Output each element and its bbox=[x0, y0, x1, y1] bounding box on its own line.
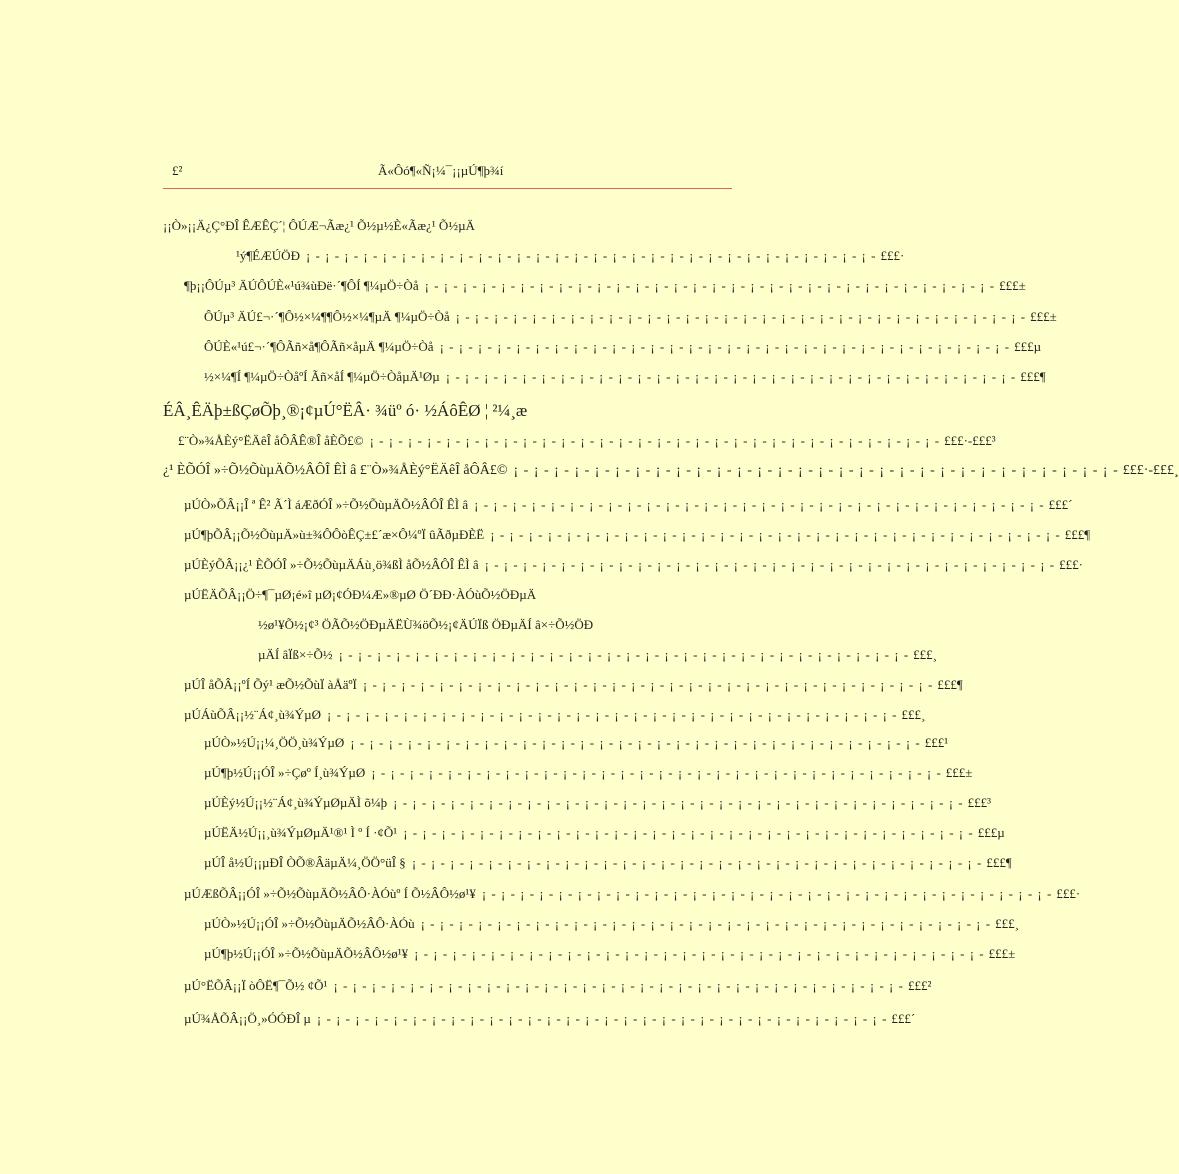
toc-entry-page: £££³ bbox=[967, 795, 992, 810]
toc-entry bbox=[204, 916, 1019, 932]
dot-leader: ¡ - ¡ - ¡ - ¡ - ¡ - ¡ - ¡ - ¡ - ¡ - ¡ - ¡ - ¡ - ¡ - ¡ - ¡ - ¡ - ¡ - ¡ - ¡ - ¡ - ¡ - ¡ - ¡ - ¡ - ¡ - ¡ - ¡ - ¡ - ¡ - ¡ - bbox=[411, 855, 983, 870]
toc-entry-title: ÔÚµ³ ÄÚ£¬·´¶Ô½×¼¶¶Ô½×¼¶µÄ ¶¼µÖ÷Òå bbox=[204, 309, 450, 324]
toc-entry-title: µÚÆßÕÂ¡¡ÓÎ »÷Õ½ÕùµÄÕ½ÂÔ·ÀÓùº Í Õ½ÂÔ½ø¹¥ bbox=[184, 886, 476, 901]
toc-entry bbox=[204, 339, 1042, 355]
toc-entry bbox=[184, 278, 1026, 294]
dot-leader: ¡ - ¡ - ¡ - ¡ - ¡ - ¡ - ¡ - ¡ - ¡ - ¡ - ¡ - ¡ - ¡ - ¡ - ¡ - ¡ - ¡ - ¡ - ¡ - ¡ - ¡ - ¡ - ¡ - ¡ - ¡ - ¡ - ¡ - ¡ - ¡ - ¡ - bbox=[481, 886, 1053, 901]
toc-entry-page: £££¶ bbox=[1064, 527, 1091, 542]
toc-entry-page: £££· bbox=[880, 248, 905, 263]
dot-leader: ¡ - ¡ - ¡ - ¡ - ¡ - ¡ - ¡ - ¡ - ¡ - ¡ - ¡ - ¡ - ¡ - ¡ - ¡ - ¡ - ¡ - ¡ - ¡ - ¡ - ¡ - ¡ - ¡ - ¡ - ¡ - ¡ - ¡ - ¡ - ¡ - ¡ - bbox=[513, 463, 1119, 478]
toc-entry bbox=[204, 369, 1046, 385]
toc-entry bbox=[184, 677, 963, 693]
dot-leader: ¡ - ¡ - ¡ - ¡ - ¡ - ¡ - ¡ - ¡ - ¡ - ¡ - ¡ - ¡ - ¡ - ¡ - ¡ - ¡ - ¡ - ¡ - ¡ - ¡ - ¡ - ¡ - ¡ - ¡ - ¡ - ¡ - ¡ - ¡ - ¡ - ¡ - bbox=[369, 433, 941, 448]
toc-section-heading bbox=[163, 463, 1179, 479]
dot-leader: ¡ - ¡ - ¡ - ¡ - ¡ - ¡ - ¡ - ¡ - ¡ - ¡ - ¡ - ¡ - ¡ - ¡ - ¡ - ¡ - ¡ - ¡ - ¡ - ¡ - ¡ - ¡ - ¡ - ¡ - ¡ - ¡ - ¡ - ¡ - ¡ - ¡ - bbox=[403, 825, 974, 840]
page-number: £² bbox=[172, 163, 183, 178]
toc-entry-page: £££´ bbox=[1048, 497, 1073, 512]
toc-entry-title: µÚ¶þ½Ú¡¡ÓÎ »÷Çøº Í¸ù¾ÝµØ bbox=[204, 765, 366, 780]
toc-entry bbox=[204, 309, 1057, 325]
toc-entry bbox=[258, 647, 938, 663]
toc-entry-page: £££² bbox=[907, 978, 932, 993]
toc-entry-page: £££¸ bbox=[901, 707, 926, 722]
toc-entry-title: µÚÁùÕÂ¡¡½¨Á¢¸ù¾ÝµØ bbox=[184, 707, 322, 722]
toc-entry-title: µÚÎ åÕÂ¡¡ºÍ Õý¹ æÕ½ÕùÏ àÅäºÏ bbox=[184, 677, 357, 692]
dot-leader: ¡ - ¡ - ¡ - ¡ - ¡ - ¡ - ¡ - ¡ - ¡ - ¡ - ¡ - ¡ - ¡ - ¡ - ¡ - ¡ - ¡ - ¡ - ¡ - ¡ - ¡ - ¡ - ¡ - ¡ - ¡ - ¡ - ¡ - ¡ - ¡ - ¡ - bbox=[439, 339, 1011, 354]
toc-entry-title: ¶þ¡¡ÔÚµ³ ÄÚÔÚÈ«¹ú¾ùÐë·´¶ÔÍ ¶¼µÖ÷Òå bbox=[184, 278, 419, 293]
toc-entry-title: µÚÈý½Ú¡¡½¨Á¢¸ù¾ÝµØµÄÌ õ¼þ bbox=[204, 795, 388, 810]
toc-entry bbox=[184, 587, 733, 603]
toc-entry bbox=[204, 765, 973, 781]
toc-entry-title: ÉÂ¸ÊÄþ±ßÇøÕþ¸®¡¢µÚ°ËÂ· ¾üº ó· ½ÁôÊØ ¦ ²¼¸æ bbox=[163, 401, 528, 420]
dot-leader: ¡ - ¡ - ¡ - ¡ - ¡ - ¡ - ¡ - ¡ - ¡ - ¡ - ¡ - ¡ - ¡ - ¡ - ¡ - ¡ - ¡ - ¡ - ¡ - ¡ - ¡ - ¡ - ¡ - ¡ - ¡ - ¡ - ¡ - ¡ - ¡ - ¡ - bbox=[474, 497, 1045, 512]
toc-entry-page: £££µ bbox=[977, 825, 1005, 840]
toc-entry-page: £££´ bbox=[891, 1011, 916, 1026]
dot-leader: ¡ - ¡ - ¡ - ¡ - ¡ - ¡ - ¡ - ¡ - ¡ - ¡ - ¡ - ¡ - ¡ - ¡ - ¡ - ¡ - ¡ - ¡ - ¡ - ¡ - ¡ - ¡ - ¡ - ¡ - ¡ - ¡ - ¡ - ¡ - ¡ - ¡ - bbox=[371, 765, 942, 780]
dot-leader: ¡ - ¡ - ¡ - ¡ - ¡ - ¡ - ¡ - ¡ - ¡ - ¡ - ¡ - ¡ - ¡ - ¡ - ¡ - ¡ - ¡ - ¡ - ¡ - ¡ - ¡ - ¡ - ¡ - ¡ - ¡ - ¡ - ¡ - ¡ - ¡ - ¡ - bbox=[316, 1011, 888, 1026]
toc-entry-page: £££¸ bbox=[995, 916, 1019, 931]
toc-entry-title: £¨Ò»¾ÅÈý°ËÄêÎ åÔÂÊ®Î åÈÕ£© bbox=[178, 433, 364, 448]
dot-leader: ¡ - ¡ - ¡ - ¡ - ¡ - ¡ - ¡ - ¡ - ¡ - ¡ - ¡ - ¡ - ¡ - ¡ - ¡ - ¡ - ¡ - ¡ - ¡ - ¡ - ¡ - ¡ - ¡ - ¡ - ¡ - ¡ - ¡ - ¡ - ¡ - ¡ - bbox=[484, 557, 1056, 572]
toc-entry bbox=[204, 795, 992, 811]
page-header bbox=[0, 0, 879, 200]
toc-entry-title: µÚËÄÕÂ¡¡Ö÷¶¯µØ¡é»î µØ¡¢ÓÐ¼Æ»®µØ Ö´ÐÐ·ÀÓùÕ½ÖÐµÄ bbox=[184, 587, 537, 602]
toc-entry-title: ÔÚÈ«¹ú£¬·´¶ÔÃñ×å¶ÔÃñ×åµÄ ¶¼µÖ÷Òå bbox=[204, 339, 434, 354]
dot-leader: ¡ - ¡ - ¡ - ¡ - ¡ - ¡ - ¡ - ¡ - ¡ - ¡ - ¡ - ¡ - ¡ - ¡ - ¡ - ¡ - ¡ - ¡ - ¡ - ¡ - ¡ - ¡ - ¡ - ¡ - ¡ - ¡ - ¡ - ¡ - ¡ - ¡ - bbox=[445, 369, 1017, 384]
toc-entry-page: £££¶ bbox=[986, 855, 1012, 870]
toc-entry bbox=[163, 218, 733, 234]
toc-entry-page: £££·-£££³ bbox=[944, 433, 996, 448]
dot-leader: ¡ - ¡ - ¡ - ¡ - ¡ - ¡ - ¡ - ¡ - ¡ - ¡ - ¡ - ¡ - ¡ - ¡ - ¡ - ¡ - ¡ - ¡ - ¡ - ¡ - ¡ - ¡ - ¡ - ¡ - ¡ - ¡ - ¡ - ¡ - ¡ - ¡ - bbox=[338, 647, 910, 662]
toc-entry-title: µÚÒ»½Ú¡¡¼¸ÖÖ¸ù¾ÝµØ bbox=[204, 735, 345, 750]
toc-entry-page: £££· bbox=[1056, 886, 1081, 901]
toc-entry-title: µÄÍ âÏß×÷Õ½ bbox=[258, 647, 333, 662]
toc-entry bbox=[184, 527, 1091, 543]
toc-entry-page: £££¶ bbox=[937, 677, 963, 692]
dot-leader: ¡ - ¡ - ¡ - ¡ - ¡ - ¡ - ¡ - ¡ - ¡ - ¡ - ¡ - ¡ - ¡ - ¡ - ¡ - ¡ - ¡ - ¡ - ¡ - ¡ - ¡ - ¡ - ¡ - ¡ - ¡ - ¡ - ¡ - ¡ - ¡ - ¡ - bbox=[327, 707, 898, 722]
toc-entry-title: µÚÒ»ÕÂ¡¡Î ª Ê² Ã´Ì áÆðÓÎ »÷Õ½ÕùµÄÕ½ÂÔÎ ÊÌ â bbox=[184, 497, 469, 512]
toc-entry bbox=[204, 825, 1005, 841]
toc-entry bbox=[258, 617, 733, 633]
toc-entry-title: µÚÎ å½Ú¡¡µÐÎ ÒÕ®ÂäµÄ¼¸ÖÖ°üÎ § bbox=[204, 855, 406, 870]
toc-section-heading bbox=[163, 401, 733, 421]
toc-entry-title: µÚËÄ½Ú¡¡¸ù¾ÝµØµÄ¹®¹ Ì º Í ·¢Õ¹ bbox=[204, 825, 398, 840]
toc-entry-title: µÚÈýÕÂ¡¡¿¹ ÈÕÓÎ »÷Õ½ÕùµÄÁù¸ö¾ßÌ åÕ½ÂÔÎ ÊÌ â bbox=[184, 557, 479, 572]
toc-entry-title: µÚ°ËÕÂ¡¡Ï òÔË¶¯Õ½ ¢Õ¹ bbox=[184, 978, 328, 993]
toc-entry-title: µÚ¾ÅÕÂ¡¡Ö¸»ÓÓÐÎ µ bbox=[184, 1011, 311, 1026]
toc-entry bbox=[204, 855, 1012, 871]
toc-entry-page: £££·-£££¸ bbox=[1122, 463, 1179, 478]
toc-entry-page: £££± bbox=[999, 278, 1026, 293]
toc-entry-page: £££¸ bbox=[913, 647, 938, 662]
toc-entry bbox=[184, 707, 926, 723]
toc-entry-page: £££µ bbox=[1014, 339, 1042, 354]
dot-leader: ¡ - ¡ - ¡ - ¡ - ¡ - ¡ - ¡ - ¡ - ¡ - ¡ - ¡ - ¡ - ¡ - ¡ - ¡ - ¡ - ¡ - ¡ - ¡ - ¡ - ¡ - ¡ - ¡ - ¡ - ¡ - ¡ - ¡ - ¡ - ¡ - ¡ - bbox=[414, 946, 985, 961]
toc-entry-page: £££± bbox=[988, 946, 1016, 961]
toc-entry bbox=[184, 1011, 916, 1027]
dot-leader: ¡ - ¡ - ¡ - ¡ - ¡ - ¡ - ¡ - ¡ - ¡ - ¡ - ¡ - ¡ - ¡ - ¡ - ¡ - ¡ - ¡ - ¡ - ¡ - ¡ - ¡ - ¡ - ¡ - ¡ - ¡ - ¡ - ¡ - ¡ - ¡ - ¡ - bbox=[333, 978, 904, 993]
toc-entry-title: µÚÒ»½Ú¡¡ÓÎ »÷Õ½ÕùµÄÕ½ÂÔ·ÀÓù bbox=[204, 916, 415, 931]
toc-entry bbox=[178, 433, 996, 449]
toc-entry-page: £££± bbox=[1030, 309, 1057, 324]
toc-entry bbox=[184, 886, 1081, 902]
toc-entry bbox=[204, 946, 1016, 962]
toc-entry-page: £££± bbox=[945, 765, 973, 780]
toc-entry-page: £££· bbox=[1059, 557, 1083, 572]
dot-leader: ¡ - ¡ - ¡ - ¡ - ¡ - ¡ - ¡ - ¡ - ¡ - ¡ - ¡ - ¡ - ¡ - ¡ - ¡ - ¡ - ¡ - ¡ - ¡ - ¡ - ¡ - ¡ - ¡ - ¡ - ¡ - ¡ - ¡ - ¡ - ¡ - ¡ - bbox=[362, 677, 934, 692]
header-rule bbox=[163, 188, 732, 189]
dot-leader: ¡ - ¡ - ¡ - ¡ - ¡ - ¡ - ¡ - ¡ - ¡ - ¡ - ¡ - ¡ - ¡ - ¡ - ¡ - ¡ - ¡ - ¡ - ¡ - ¡ - ¡ - ¡ - ¡ - ¡ - ¡ - ¡ - ¡ - ¡ - ¡ - ¡ - bbox=[424, 278, 996, 293]
running-title: Ã«Ôó¶«Ñ¡¼¯¡¡µÚ¶þ¾í bbox=[378, 163, 504, 178]
dot-leader: ¡ - ¡ - ¡ - ¡ - ¡ - ¡ - ¡ - ¡ - ¡ - ¡ - ¡ - ¡ - ¡ - ¡ - ¡ - ¡ - ¡ - ¡ - ¡ - ¡ - ¡ - ¡ - ¡ - ¡ - ¡ - ¡ - ¡ - ¡ - ¡ - ¡ - bbox=[455, 309, 1027, 324]
dot-leader: ¡ - ¡ - ¡ - ¡ - ¡ - ¡ - ¡ - ¡ - ¡ - ¡ - ¡ - ¡ - ¡ - ¡ - ¡ - ¡ - ¡ - ¡ - ¡ - ¡ - ¡ - ¡ - ¡ - ¡ - ¡ - ¡ - ¡ - ¡ - ¡ - ¡ - bbox=[420, 916, 992, 931]
toc-entry-page: £££¶ bbox=[1020, 369, 1046, 384]
dot-leader: ¡ - ¡ - ¡ - ¡ - ¡ - ¡ - ¡ - ¡ - ¡ - ¡ - ¡ - ¡ - ¡ - ¡ - ¡ - ¡ - ¡ - ¡ - ¡ - ¡ - ¡ - ¡ - ¡ - ¡ - ¡ - ¡ - ¡ - ¡ - ¡ - ¡ - bbox=[490, 527, 1061, 542]
toc-entry bbox=[204, 735, 949, 751]
dot-leader: ¡ - ¡ - ¡ - ¡ - ¡ - ¡ - ¡ - ¡ - ¡ - ¡ - ¡ - ¡ - ¡ - ¡ - ¡ - ¡ - ¡ - ¡ - ¡ - ¡ - ¡ - ¡ - ¡ - ¡ - ¡ - ¡ - ¡ - ¡ - ¡ - ¡ - bbox=[305, 248, 877, 263]
dot-leader: ¡ - ¡ - ¡ - ¡ - ¡ - ¡ - ¡ - ¡ - ¡ - ¡ - ¡ - ¡ - ¡ - ¡ - ¡ - ¡ - ¡ - ¡ - ¡ - ¡ - ¡ - ¡ - ¡ - ¡ - ¡ - ¡ - ¡ - ¡ - ¡ - ¡ - bbox=[350, 735, 921, 750]
dot-leader: ¡ - ¡ - ¡ - ¡ - ¡ - ¡ - ¡ - ¡ - ¡ - ¡ - ¡ - ¡ - ¡ - ¡ - ¡ - ¡ - ¡ - ¡ - ¡ - ¡ - ¡ - ¡ - ¡ - ¡ - ¡ - ¡ - ¡ - ¡ - ¡ - ¡ - bbox=[393, 795, 964, 810]
toc-entry-title: ¹ý¶ÉÆÚÖÐ bbox=[236, 248, 300, 263]
toc-entry-title: µÚ¶þÕÂ¡¡Õ½ÕùµÄ»ù±¾ÔÔòÊÇ±£´æ×Ô¼ºÏ ûÃðµÐÈË bbox=[184, 527, 485, 542]
toc-entry-title: ½×¼¶Í ¶¼µÖ÷ÒåºÍ Ãñ×åÍ ¶¼µÖ÷ÒåµÄ¹Øµ bbox=[204, 369, 440, 384]
toc-entry-title: ¡¡Ò»¡¡Ä¿Ç°ÐÎ ÊÆÊÇ´¦ ÔÚÆ¬Ãæ¿¹ Õ½µ½È«Ãæ¿¹ Õ½µÄ bbox=[163, 218, 475, 233]
toc-entry bbox=[184, 978, 932, 994]
toc-entry bbox=[236, 248, 905, 264]
toc-entry-page: £££¹ bbox=[924, 735, 949, 750]
toc-entry bbox=[184, 557, 1083, 573]
toc-entry-title: µÚ¶þ½Ú¡¡ÓÎ »÷Õ½ÕùµÄÕ½ÂÔ½ø¹¥ bbox=[204, 946, 409, 961]
toc-entry-title: ¿¹ ÈÕÓÎ »÷Õ½ÕùµÄÕ½ÂÔÎ ÊÌ â £¨Ò»¾ÅÈý°ËÄêÎ åÔÂ£© bbox=[163, 463, 508, 478]
toc-entry-title: ½ø¹¥Õ½¡¢³ ÖÃÕ½ÖÐµÄËÙ¾öÕ½¡¢ÄÚÏß ÖÐµÄÍ â×÷Õ½ÖÐ bbox=[258, 617, 594, 632]
toc-entry bbox=[184, 497, 1073, 513]
